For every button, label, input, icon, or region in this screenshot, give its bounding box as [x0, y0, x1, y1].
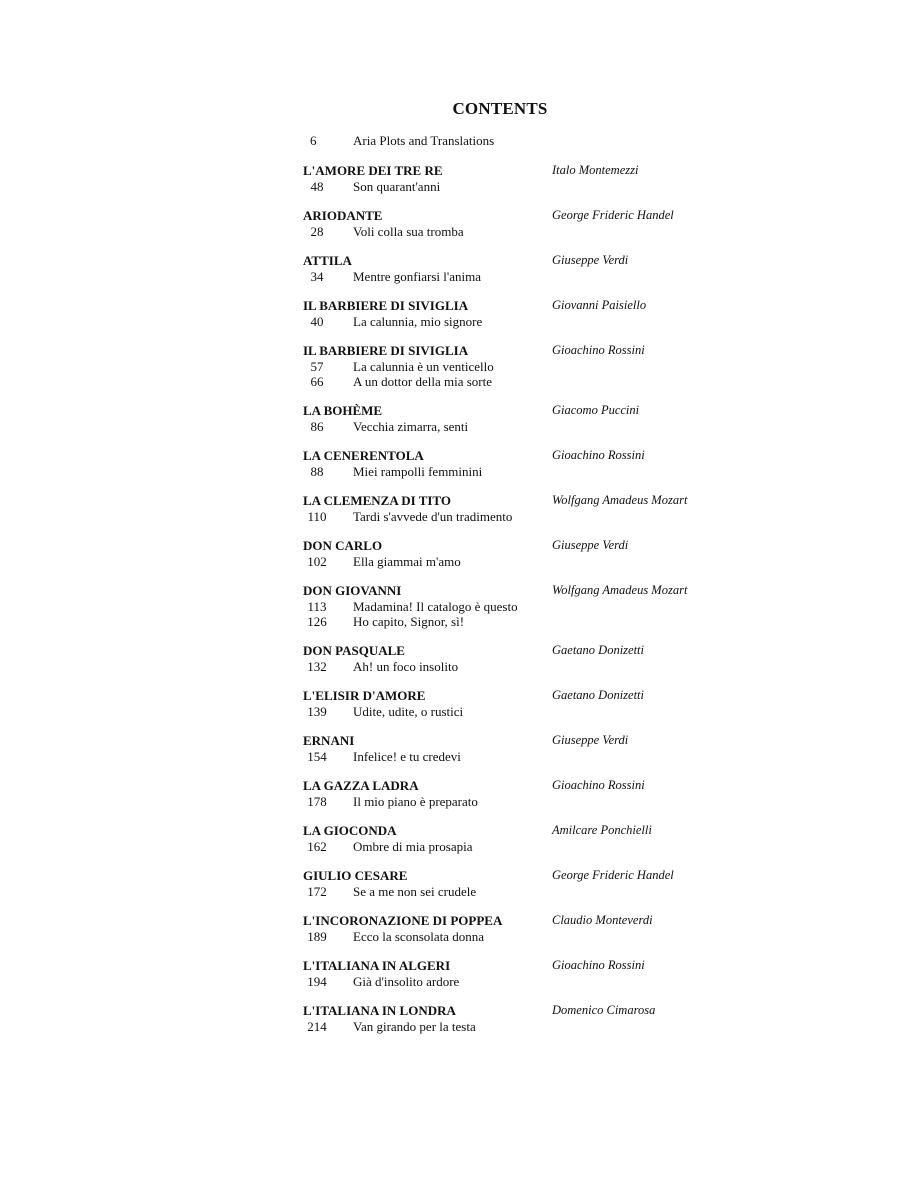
- aria-entry: [303, 839, 743, 854]
- opera-title: L'ITALIANA IN ALGERI: [303, 958, 451, 973]
- opera-header: [303, 343, 743, 359]
- aria-entry: [303, 179, 743, 194]
- opera-entry: [303, 913, 743, 944]
- aria-entry: [303, 419, 743, 434]
- opera-entry: [303, 958, 743, 989]
- opera-header: [303, 643, 743, 659]
- opera-header: [303, 733, 743, 749]
- aria-title: A un dottor della mia sorte: [353, 374, 493, 389]
- opera-entry: [303, 688, 743, 719]
- opera-title: L'ITALIANA IN LONDRA: [303, 1003, 456, 1018]
- aria-page-number: 113: [307, 599, 327, 614]
- aria-entry: [303, 704, 743, 719]
- opera-header: [303, 583, 743, 599]
- aria-title: Van girando per la testa: [353, 1019, 476, 1034]
- aria-title: Tardi s'avvede d'un tradimento: [353, 509, 513, 524]
- opera-header: [303, 913, 743, 929]
- aria-entry: [303, 509, 743, 524]
- aria-page-number: 88: [310, 464, 324, 479]
- composer-name: Giacomo Puccini: [552, 403, 640, 417]
- aria-title: Vecchia zimarra, senti: [353, 419, 469, 434]
- opera-title: LA BOHÈME: [303, 403, 383, 418]
- composer-name: Gioachino Rossini: [552, 958, 645, 972]
- opera-entry: [303, 733, 743, 764]
- opera-entry: [303, 823, 743, 854]
- composer-name: Gioachino Rossini: [552, 343, 645, 357]
- opera-header: [303, 448, 743, 464]
- aria-title: Se a me non sei crudele: [353, 884, 477, 899]
- aria-title: Già d'insolito ardore: [353, 974, 460, 989]
- aria-page-number: 214: [307, 1019, 327, 1034]
- aria-entry: [303, 374, 743, 389]
- aria-page-number: 86: [310, 419, 324, 434]
- opera-title: DON CARLO: [303, 538, 383, 553]
- aria-page-number: 139: [307, 704, 327, 719]
- aria-title: La calunnia, mio signore: [353, 314, 483, 329]
- opera-title: LA CENERENTOLA: [303, 448, 424, 463]
- opera-title: ARIODANTE: [303, 208, 383, 223]
- aria-title: Ah! un foco insolito: [353, 659, 459, 674]
- aria-page-number: 66: [310, 374, 324, 389]
- opera-entry: [303, 163, 743, 194]
- aria-page-number: 57: [310, 359, 324, 374]
- aria-title: Voli colla sua tromba: [353, 224, 464, 239]
- aria-page-number: 48: [310, 179, 324, 194]
- aria-page-number: 110: [307, 509, 327, 524]
- opera-title: L'INCORONAZIONE DI POPPEA: [303, 913, 503, 928]
- opera-header: [303, 868, 743, 884]
- aria-entry: [303, 614, 743, 629]
- composer-name: Gioachino Rossini: [552, 448, 645, 462]
- aria-page-number: 189: [307, 929, 327, 944]
- composer-name: Gioachino Rossini: [552, 778, 645, 792]
- opera-title: L'ELISIR D'AMORE: [303, 688, 426, 703]
- opera-header: [303, 538, 743, 554]
- aria-entry: [303, 599, 743, 614]
- opera-header: [303, 163, 743, 179]
- aria-entry: [303, 929, 743, 944]
- aria-title: Ho capito, Signor, sì!: [353, 614, 465, 629]
- aria-title: Udite, udite, o rustici: [353, 704, 464, 719]
- aria-page-number: 154: [307, 749, 327, 764]
- composer-name: Wolfgang Amadeus Mozart: [552, 583, 688, 597]
- opera-header: [303, 493, 743, 509]
- aria-entry: [303, 269, 743, 284]
- opera-entry: [303, 343, 743, 389]
- aria-title: Ombre di mia prosapia: [353, 839, 473, 854]
- aria-page-number: 132: [307, 659, 327, 674]
- opera-header: [303, 253, 743, 269]
- opera-header: [303, 298, 743, 314]
- opera-title: LA GIOCONDA: [303, 823, 397, 838]
- composer-name: Wolfgang Amadeus Mozart: [552, 493, 688, 507]
- aria-entry: [303, 464, 743, 479]
- aria-page-number: 162: [307, 839, 327, 854]
- composer-name: Amilcare Ponchielli: [552, 823, 652, 837]
- aria-title: Mentre gonfiarsi l'anima: [353, 269, 481, 284]
- aria-page-number: 28: [310, 224, 324, 239]
- aria-page-number: 40: [310, 314, 324, 329]
- aria-entry: [303, 884, 743, 899]
- opera-entry: [303, 403, 743, 434]
- opera-header: [303, 778, 743, 794]
- opera-entry: [303, 868, 743, 899]
- aria-entry: [303, 794, 743, 809]
- opera-header: [303, 1003, 743, 1019]
- aria-page-number: 126: [307, 614, 327, 629]
- opera-entry: [303, 493, 743, 524]
- composer-name: Giuseppe Verdi: [552, 253, 629, 267]
- opera-entry: [303, 643, 743, 674]
- aria-page-number: 172: [307, 884, 327, 899]
- opera-entry: [303, 538, 743, 569]
- composer-name: Claudio Monteverdi: [552, 913, 653, 927]
- opera-header: [303, 958, 743, 974]
- aria-title: Ella giammai m'amo: [353, 554, 461, 569]
- page-title: CONTENTS: [452, 99, 548, 118]
- composer-name: George Frideric Handel: [552, 208, 674, 222]
- opera-header: [303, 208, 743, 224]
- aria-title: Madamina! Il catalogo è questo: [353, 599, 518, 614]
- opera-entry: [303, 253, 743, 284]
- composer-name: Giovanni Paisiello: [552, 298, 647, 312]
- opera-title: DON GIOVANNI: [303, 583, 402, 598]
- aria-page-number: 194: [307, 974, 327, 989]
- aria-entry: [303, 749, 743, 764]
- opera-title: ERNANI: [303, 733, 355, 748]
- contents-list: [303, 133, 743, 1048]
- composer-name: George Frideric Handel: [552, 868, 674, 882]
- opera-header: [303, 403, 743, 419]
- opera-header: [303, 823, 743, 839]
- opera-title: IL BARBIERE DI SIVIGLIA: [303, 343, 469, 358]
- opera-header: [303, 688, 743, 704]
- aria-entry: [303, 659, 743, 674]
- opera-title: L'AMORE DEI TRE RE: [303, 163, 443, 178]
- intro-page-number: 6: [310, 133, 317, 148]
- composer-name: Gaetano Donizetti: [552, 643, 645, 657]
- composer-name: Giuseppe Verdi: [552, 733, 629, 747]
- aria-title: Ecco la sconsolata donna: [353, 929, 485, 944]
- intro-title: Aria Plots and Translations: [353, 133, 495, 148]
- aria-title: Infelice! e tu credevi: [353, 749, 461, 764]
- intro-entry: [303, 133, 743, 149]
- aria-page-number: 34: [310, 269, 324, 284]
- opera-list: [303, 163, 743, 1034]
- opera-entry: [303, 448, 743, 479]
- composer-name: Giuseppe Verdi: [552, 538, 629, 552]
- composer-name: Domenico Cimarosa: [552, 1003, 656, 1017]
- opera-entry: [303, 583, 743, 629]
- aria-entry: [303, 359, 743, 374]
- opera-entry: [303, 298, 743, 329]
- aria-entry: [303, 314, 743, 329]
- composer-name: Gaetano Donizetti: [552, 688, 645, 702]
- composer-name: Italo Montemezzi: [552, 163, 639, 177]
- opera-title: DON PASQUALE: [303, 643, 405, 658]
- aria-entry: [303, 974, 743, 989]
- opera-entry: [303, 1003, 743, 1034]
- opera-title: ATTILA: [303, 253, 352, 268]
- aria-page-number: 102: [307, 554, 327, 569]
- aria-entry: [303, 224, 743, 239]
- opera-title: LA CLEMENZA DI TITO: [303, 493, 451, 508]
- aria-title: Son quarant'anni: [353, 179, 441, 194]
- aria-title: Miei rampolli femminini: [353, 464, 483, 479]
- aria-entry: [303, 554, 743, 569]
- aria-title: Il mio piano è preparato: [353, 794, 478, 809]
- opera-title: IL BARBIERE DI SIVIGLIA: [303, 298, 469, 313]
- opera-title: LA GAZZA LADRA: [303, 778, 419, 793]
- aria-page-number: 178: [307, 794, 327, 809]
- opera-title: GIULIO CESARE: [303, 868, 408, 883]
- opera-entry: [303, 208, 743, 239]
- aria-entry: [303, 1019, 743, 1034]
- aria-title: La calunnia è un venticello: [353, 359, 494, 374]
- opera-entry: [303, 778, 743, 809]
